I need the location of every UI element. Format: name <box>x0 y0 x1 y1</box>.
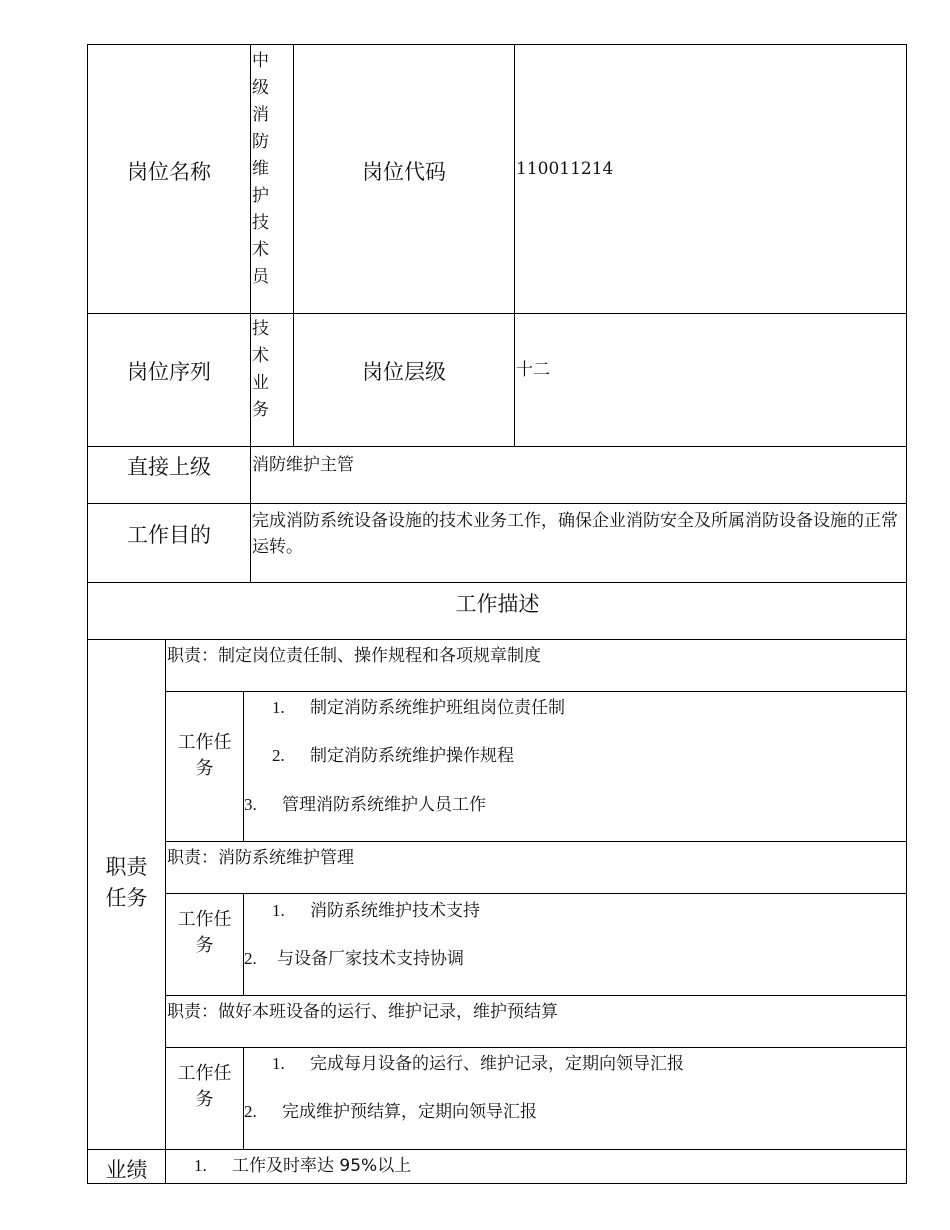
position-name-label: 岗位名称 <box>127 160 211 184</box>
duty-title: 职责：消防系统维护管理 <box>167 848 354 868</box>
work-description-title: 工作描述 <box>455 592 540 616</box>
performance-item: 1. 工作及时率达 95%以上 <box>194 1156 412 1176</box>
performance-label: 业绩 <box>105 1158 148 1182</box>
row-divider <box>165 691 907 692</box>
row-divider <box>87 503 907 504</box>
row-divider <box>165 1047 907 1048</box>
position-code-value: 110011214 <box>516 159 614 179</box>
task-item: 2. 完成维护预结算，定期向领导汇报 <box>244 1102 537 1122</box>
table-border-top <box>87 44 907 45</box>
task-item: 2. 制定消防系统维护操作规程 <box>272 746 514 766</box>
duties-tasks-label: 职责任务 <box>105 855 148 910</box>
duty-title: 职责：制定岗位责任制、操作规程和各项规章制度 <box>167 646 541 666</box>
position-code-label: 岗位代码 <box>362 160 446 184</box>
task-item: 1. 制定消防系统维护班组岗位责任制 <box>272 698 565 718</box>
position-sequence-label: 岗位序列 <box>127 360 211 384</box>
col-divider <box>243 691 244 842</box>
col-divider <box>293 44 294 447</box>
purpose-value: 完成消防系统设备设施的技术业务工作，确保企业消防安全及所属消防设备设施的正常运转。 <box>252 511 898 557</box>
row-divider <box>87 639 907 640</box>
row-divider <box>87 446 907 447</box>
row-divider <box>165 841 907 842</box>
position-name-value: 中级消防维护技术员 <box>252 51 269 287</box>
col-divider <box>514 44 515 447</box>
superior-value: 消防维护主管 <box>252 455 354 475</box>
purpose-label: 工作目的 <box>127 523 211 547</box>
task-item: 3. 管理消防系统维护人员工作 <box>244 795 486 815</box>
duty-title: 职责：做好本班设备的运行、维护记录，维护预结算 <box>167 1002 558 1022</box>
superior-label: 直接上级 <box>127 455 211 479</box>
row-divider <box>87 582 907 583</box>
task-label: 工作任务 <box>177 909 232 956</box>
task-label: 工作任务 <box>177 1063 232 1110</box>
task-item: 1. 完成每月设备的运行、维护记录，定期向领导汇报 <box>272 1054 684 1074</box>
task-item: 2. 与设备厂家技术支持协调 <box>244 949 464 969</box>
task-label: 工作任务 <box>177 732 232 779</box>
table-border-bottom <box>87 1183 907 1184</box>
col-divider <box>243 893 244 996</box>
col-divider <box>243 1047 244 1150</box>
position-level-value: 十二 <box>516 360 550 380</box>
row-divider <box>165 995 907 996</box>
position-level-label: 岗位层级 <box>362 360 446 384</box>
task-item: 1. 消防系统维护技术支持 <box>272 901 480 921</box>
row-divider <box>87 1149 907 1150</box>
row-divider <box>165 893 907 894</box>
row-divider <box>87 313 907 314</box>
position-sequence-value: 技术业务 <box>252 319 269 420</box>
